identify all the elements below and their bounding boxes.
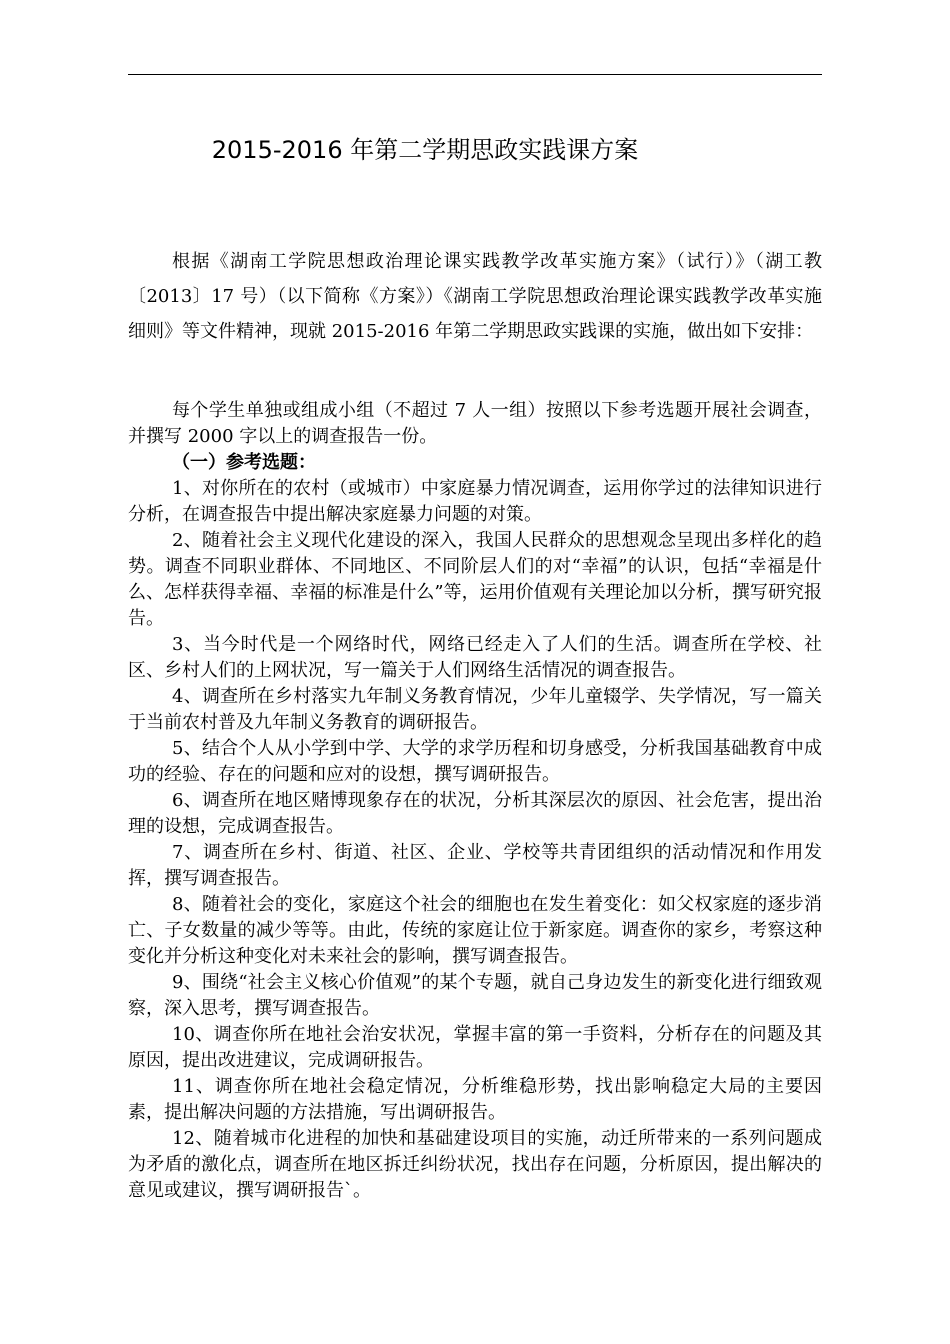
topic-item: 6、调查所在地区赌博现象存在的状况，分析其深层次的原因、社会危害，提出治理的设想，完成调查报告。 [128, 790, 822, 837]
topic-item: 4、调查所在乡村落实九年制义务教育情况，少年儿童辍学、失学情况，写一篇关于当前农村普及九年制义务教育的调研报告。 [128, 686, 822, 733]
topic-item: 3、当今时代是一个网络时代，网络已经走入了人们的生活。调查所在学校、社区、乡村人们的上网状况，写一篇关于人们网络生活情况的调查报告。 [128, 634, 822, 681]
topic-item: 10、调查你所在地社会治安状况，掌握丰富的第一手资料，分析存在的问题及其原因，提出改进建议，完成调研报告。 [128, 1024, 822, 1071]
intro-paragraph: 根据《湖南工学院思想政治理论课实践教学改革实施方案》（试行）》（湖工教〔2013〕17 号）（以下简称《方案》）《湖南工学院思想政治理论课实践教学改革实施细则》等文件精神，现就 2015-2016 年第二学期思政实践课的实施，做出如下安排： [128, 251, 822, 342]
topic-item: 12、随着城市化进程的加快和基础建设项目的实施，动迁所带来的一系列问题成为矛盾的激化点，调查所在地区拆迁纠纷状况，找出存在问题，分析原因，提出解决的意见或建议，撰写调研报告`。 [128, 1128, 822, 1201]
header-rule [128, 74, 822, 75]
topic-item: 7、调查所在乡村、街道、社区、企业、学校等共青团组织的活动情况和作用发挥，撰写调查报告。 [128, 842, 822, 889]
topic-item: 2、随着社会主义现代化建设的深入，我国人民群众的思想观念呈现出多样化的趋势。调查不同职业群体、不同地区、不同阶层人们的对“幸福”的认识，包括“幸福是什么、怎样获得幸福、幸福的标准是什么”等，运用价值观有关理论加以分析，撰写研究报告。 [128, 530, 822, 629]
topic-item: 11、调查你所在地社会稳定情况，分析维稳形势，找出影响稳定大局的主要因素，提出解决问题的方法措施，写出调研报告。 [128, 1076, 822, 1123]
topic-item: 5、结合个人从小学到中学、大学的求学历程和切身感受，分析我国基础教育中成功的经验、存在的问题和应对的设想，撰写调研报告。 [128, 738, 822, 785]
requirement-paragraph: 每个学生单独或组成小组（不超过 7 人一组）按照以下参考选题开展社会调查，并撰写 2000 字以上的调查报告一份。 [128, 400, 822, 447]
document-body [128, 398, 822, 1204]
topic-item: 9、围绕“社会主义核心价值观”的某个专题，就自己身边发生的新变化进行细致观察，深入思考，撰写调查报告。 [128, 972, 822, 1019]
page-title: 2015-2016 年第二学期思政实践课方案 [211, 136, 639, 164]
section-heading: （一）参考选题： [172, 452, 316, 473]
topic-item: 8、随着社会的变化，家庭这个社会的细胞也在发生着变化：如父权家庭的逐步消亡、子女数量的减少等等。由此，传统的家庭让位于新家庭。调查你的家乡，考察这种变化并分析这种变化对未来社会的影响，撰写调查报告。 [128, 894, 822, 967]
topic-item: 1、对你所在的农村（或城市）中家庭暴力情况调查，运用你学过的法律知识进行分析，在调查报告中提出解决家庭暴力问题的对策。 [128, 478, 822, 525]
